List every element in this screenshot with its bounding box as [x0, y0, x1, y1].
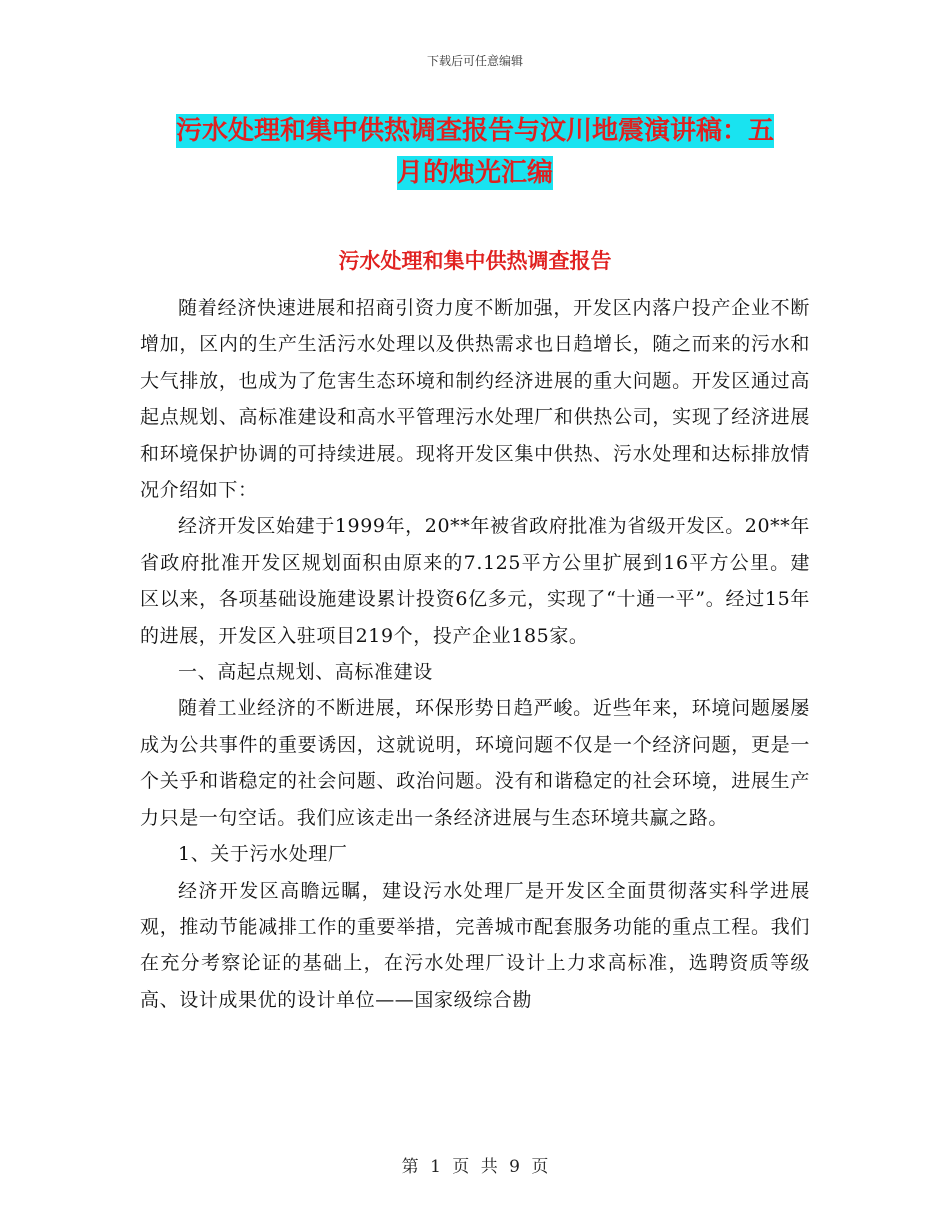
document-title [140, 110, 810, 194]
paragraph-intro: 随着经济快速进展和招商引资力度不断加强，开发区内落户投产企业不断增加，区内的生产生活污水处理以及供热需求也日趋增长，随之而来的污水和大气排放，也成为了危害生态环境和制约经济进展的重大问题。开发区通过高起点规划、高标准建设和高水平管理污水处理厂和供热公司，实现了经济进展和环境保护协调的可持续进展。现将开发区集中供热、污水处理和达标排放情况介绍如下： [140, 297, 810, 502]
document-title-line-2: 月的烛光汇编 [396, 158, 553, 188]
paragraph-background: 经济开发区始建于1999年，20**年被省政府批准为省级开发区。20**年省政府批准开发区规划面积由原来的7.125平方公里扩展到16平方公里。建区以来，各项基础设施建设累计投资6亿多元，实现了“十通一平”。经过15年的进展，开发区入驻项目219个，投产企业185家。 [140, 515, 810, 647]
paragraph-sewage-plant: 经济开发区高瞻远瞩，建设污水处理厂是开发区全面贯彻落实科学进展观，推动节能减排工作的重要举措，完善城市配套服务功能的重点工程。我们在充分考察论证的基础上，在污水处理厂设计上力求高标准，选聘资质等级高、设计成果优的设计单位——国家级综合勘 [140, 879, 810, 1011]
heading-planning: 一、高起点规划、高标准建设 [178, 661, 433, 684]
document-body [140, 290, 810, 1018]
heading-sewage-plant: 1、关于污水处理厂 [178, 843, 348, 866]
paragraph-environment: 随着工业经济的不断进展，环保形势日趋严峻。近些年来，环境问题屡屡成为公共事件的重要诱因，这就说明，环境问题不仅是一个经济问题，更是一个关乎和谐稳定的社会问题、政治问题。没有和谐稳定的社会环境，进展生产力只是一句空话。我们应该走出一条经济进展与生态环境共赢之路。 [140, 697, 810, 829]
section-title: 污水处理和集中供热调查报告 [338, 249, 612, 273]
page-header-note: 下载后可任意编辑 [426, 54, 523, 68]
page-number-footer: 第 1 页 共 9 页 [401, 1157, 549, 1177]
document-title-line-1: 污水处理和集中供热调查报告与汶川地震演讲稿：五 [175, 116, 774, 146]
